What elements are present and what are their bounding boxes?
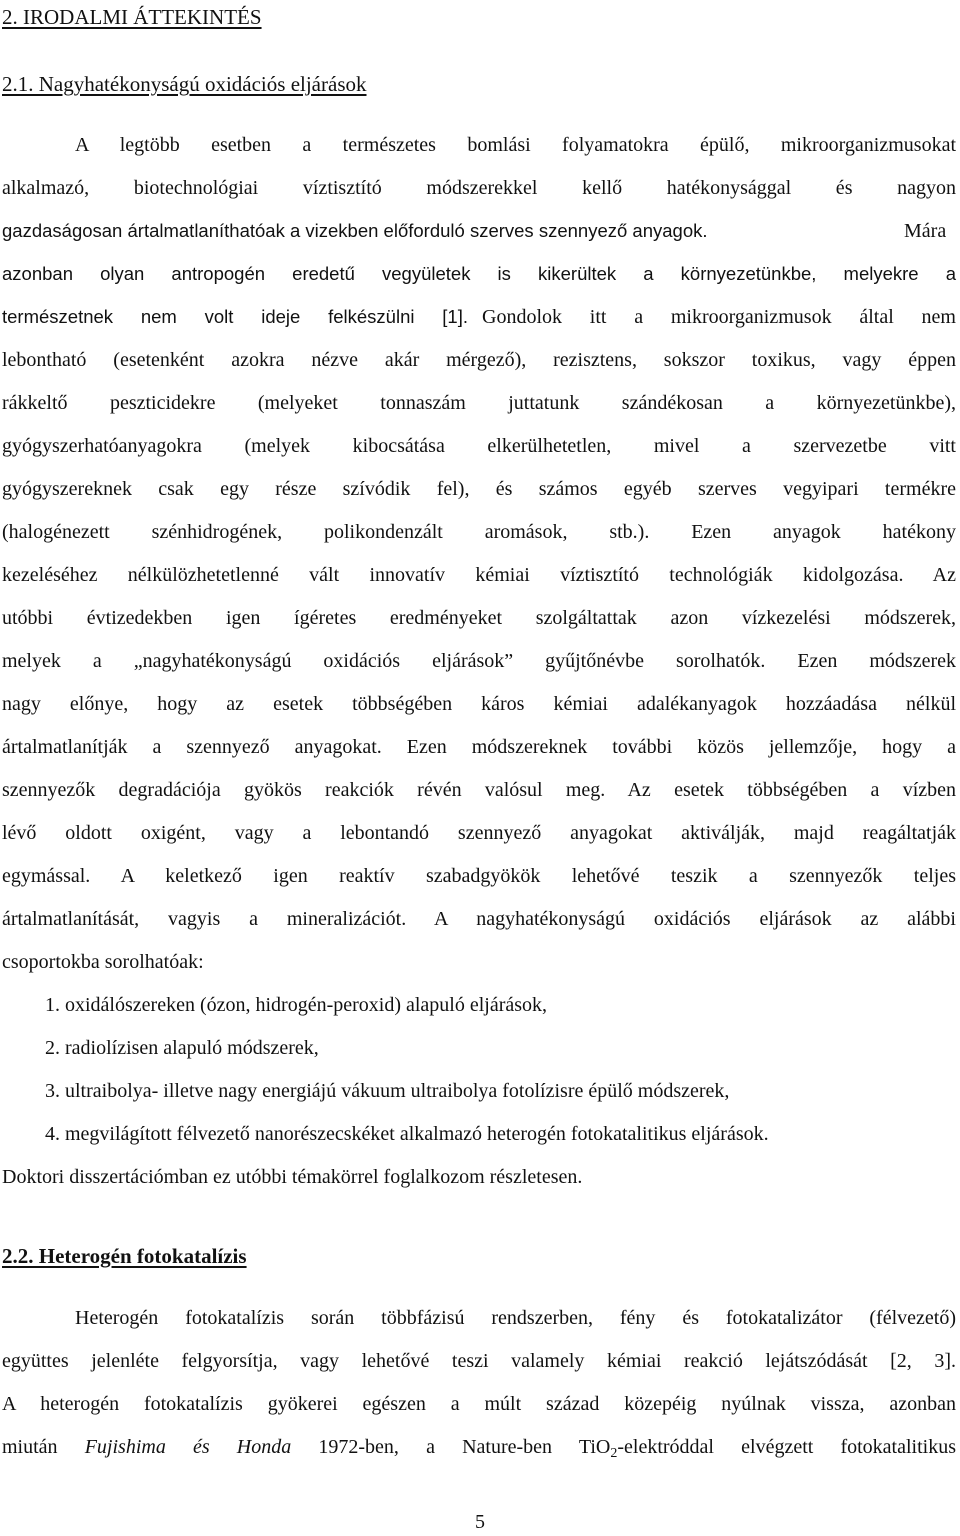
subscript: 2 — [610, 1446, 618, 1461]
section-heading-2-1: 2.1. Nagyhatékonyságú oxidációs eljárások — [2, 72, 367, 96]
chapter-heading: 2. IRODALMI ÁTTEKINTÉS — [2, 5, 262, 29]
text-line: nagy előnye, hogy az esetek többségében káros kémiai adalékanyagok hozzáadása nélkül — [2, 693, 956, 715]
list-item: 3. ultraibolya- illetve nagy energiájú vákuum ultraibolya fotolízisre épülő módszerek, — [45, 1080, 730, 1102]
list-item: 1. oxidálószereken (ózon, hidrogén-peroxid) alapuló eljárások, — [45, 994, 548, 1016]
text-line: ártalmatlanítását, vagyis a mineralizációt. A nagyhatékonyságú oxidációs eljárások az alábbi — [2, 908, 956, 930]
text-line: A legtöbb esetben a természetes bomlási folyamatokra épülő, mikroorganizmusokat — [75, 134, 956, 156]
text-line: Mára — [904, 220, 947, 242]
text-line: lévő oldott oxigént, vagy a lebontandó szennyező anyagokat aktiválják, majd reagáltatják — [2, 822, 956, 844]
text-line: Heterogén fotokatalízis során többfázisú rendszerben, fény és fotokatalizátor (félvezető) — [75, 1307, 956, 1329]
author-names: Fujishima és Honda — [84, 1436, 292, 1458]
text-line: rákkeltő peszticidekre (melyeket tonnaszám juttatunk szándékosan a környezetünkbe), — [2, 392, 956, 414]
text-line: kezeléséhez nélkülözhetetlenné vált innovatív kémiai víztisztító technológiák kidolgozása. Az — [2, 564, 956, 586]
text-line: gazdaságosan ártalmatlaníthatóak a vizekben előforduló szerves szennyező anyagok. — [2, 220, 708, 241]
text-line: azonban olyan antropogén eredetű vegyületek is kikerültek a környezetünkbe, melyekre a — [2, 263, 956, 284]
text-line: ártalmatlanítják a szennyező anyagokat. Ezen módszereknek további közös jellemzője, hogy a — [2, 736, 956, 758]
closing-line: Doktori disszertációmban ez utóbbi témakörrel foglalkozom részletesen. — [2, 1166, 583, 1188]
list-item: 2. radiolízisen alapuló módszerek, — [45, 1037, 319, 1059]
text-line: együttes jelenléte felgyorsítja, vagy lehetővé teszi valamely kémiai reakció lejátszódását [2, 3]. — [2, 1350, 956, 1372]
section-heading-2-2: 2.2. Heterogén fotokatalízis — [2, 1244, 247, 1268]
text-line: Gondolok itt a mikroorganizmusok által nem — [482, 306, 956, 328]
text-line-with-citation — [2, 1432, 956, 1462]
text-line: csoportokba sorolhatóak: — [2, 951, 204, 973]
text-line: A heterogén fotokatalízis gyökerei egészen a múlt század közepéig nyúlnak vissza, azonban — [2, 1393, 956, 1415]
text-line: természetnek nem volt ideje felkészülni [1]. — [2, 306, 468, 327]
text-segment: 1972-ben, a Nature-ben TiO — [291, 1436, 611, 1458]
list-item: 4. megvilágított félvezető nanorészecskéket alkalmazó heterogén fotokatalitikus eljárások. — [45, 1123, 769, 1145]
text-line: lebontható (esetenként azokra nézve akár mérgező), rezisztens, sokszor toxikus, vagy éppen — [2, 349, 956, 371]
text-line: (halogénezett szénhidrogének, polikondenzált aromások, stb.). Ezen anyagok hatékony — [2, 521, 956, 543]
text-segment: -elektróddal elvégzett fotokatalitikus — [617, 1436, 956, 1458]
text-line: gyógyszerhatóanyagokra (melyek kibocsátása elkerülhetetlen, mivel a szervezetbe vitt — [2, 435, 956, 457]
text-line: utóbbi évtizedekben igen ígéretes eredményeket szolgáltattak azon vízkezelési módszerek, — [2, 607, 956, 629]
text-line: melyek a „nagyhatékonyságú oxidációs eljárások” gyűjtőnévbe sorolhatók. Ezen módszerek — [2, 650, 956, 672]
page-number: 5 — [475, 1511, 485, 1533]
text-line: gyógyszereknek csak egy része szívódik fel), és számos egyéb szerves vegyipari termékre — [2, 478, 956, 500]
text-line: egymással. A keletkező igen reaktív szabadgyökök lehetővé teszik a szennyezők teljes — [2, 865, 956, 887]
text-line: szennyezők degradációja gyökös reakciók révén valósul meg. Az esetek többségében a vízben — [2, 779, 956, 801]
text-line: alkalmazó, biotechnológiai víztisztító módszerekkel kellő hatékonysággal és nagyon — [2, 177, 956, 199]
text-segment: miután — [2, 1436, 85, 1458]
